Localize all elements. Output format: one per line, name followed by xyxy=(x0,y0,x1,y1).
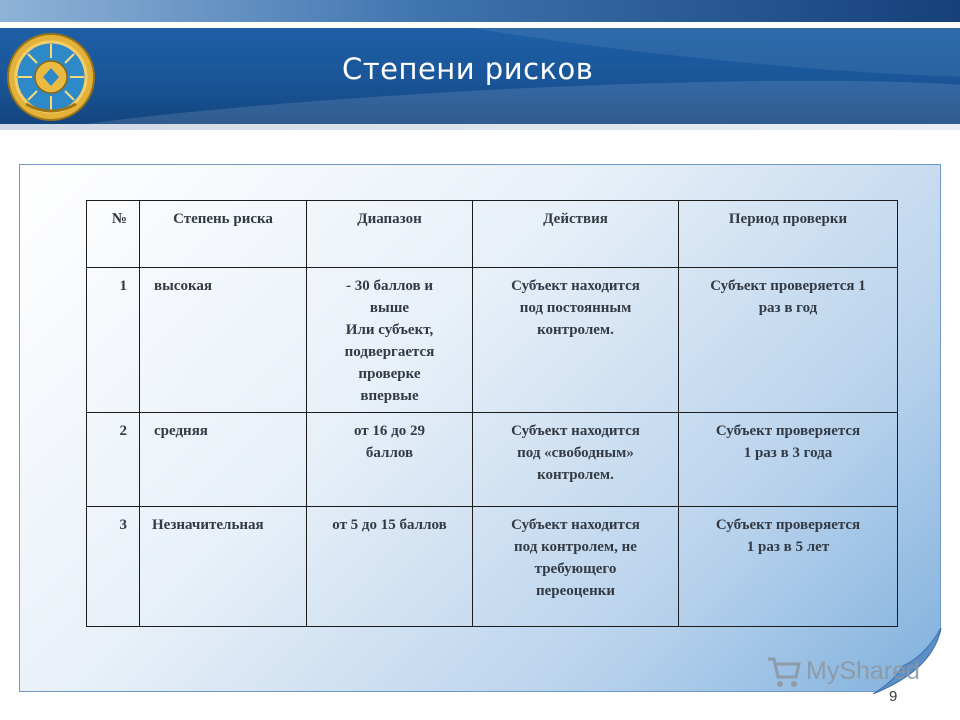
table-row xyxy=(87,507,898,627)
state-emblem-icon xyxy=(6,32,96,122)
watermark-text: MyShared xyxy=(806,657,920,685)
watermark xyxy=(766,655,926,691)
row-action xyxy=(473,413,679,507)
header-degree: Степень риска xyxy=(140,201,307,268)
row-num: 3 xyxy=(87,507,140,627)
header-actions: Действия xyxy=(473,201,679,268)
table-row xyxy=(87,413,898,507)
period-line: Субъект проверяется xyxy=(715,517,861,533)
range-line: выше xyxy=(369,300,410,316)
action-line: контролем. xyxy=(537,467,614,483)
action-line: под постоянным xyxy=(519,300,632,316)
row-range xyxy=(307,507,473,627)
period-line: Субъект проверяется 1 xyxy=(710,278,866,294)
cart-icon xyxy=(766,655,802,689)
row-period xyxy=(679,268,898,413)
action-line: требующего xyxy=(534,561,617,577)
header-range: Диапазон xyxy=(307,201,473,268)
row-action xyxy=(473,268,679,413)
action-line: Субъект находится xyxy=(511,423,640,439)
action-line: контролем. xyxy=(537,322,614,338)
row-degree: средняя xyxy=(140,413,307,507)
period-line: 1 раз в 5 лет xyxy=(746,539,830,555)
range-line: от 16 до 29 xyxy=(353,423,425,439)
action-line: Субъект находится xyxy=(511,517,640,533)
range-line: Или субъект, xyxy=(345,322,434,338)
row-num: 2 xyxy=(87,413,140,507)
action-line: под контролем, не xyxy=(514,539,637,555)
row-num: 1 xyxy=(87,268,140,413)
range-line: проверке xyxy=(358,366,421,382)
range-line: от 5 до 15 баллов xyxy=(332,517,447,533)
page-number: 9 xyxy=(889,688,898,705)
slide-title: Степени рисков xyxy=(342,52,594,86)
row-action xyxy=(473,507,679,627)
row-degree: высокая xyxy=(140,268,307,413)
row-degree: Незначительная xyxy=(140,507,307,627)
risk-table xyxy=(86,200,898,627)
row-period xyxy=(679,507,898,627)
row-range xyxy=(307,413,473,507)
top-decor-strip xyxy=(0,0,960,22)
range-line: баллов xyxy=(365,445,414,461)
row-period xyxy=(679,413,898,507)
header-underline xyxy=(0,124,960,130)
header-period: Период проверки xyxy=(679,201,898,268)
action-line: переоценки xyxy=(535,583,616,599)
range-line: впервые xyxy=(360,388,419,404)
table-header-row xyxy=(87,201,898,268)
period-line: 1 раз в 3 года xyxy=(743,445,833,461)
table-row xyxy=(87,268,898,413)
action-line: Субъект находится xyxy=(511,278,640,294)
range-line: подвергается xyxy=(344,344,435,360)
action-line: под «свободным» xyxy=(517,445,634,461)
range-line: - 30 баллов и xyxy=(345,278,434,294)
period-line: Субъект проверяется xyxy=(715,423,861,439)
row-range xyxy=(307,268,473,413)
period-line: раз в год xyxy=(758,300,818,316)
header-num: № xyxy=(87,201,140,268)
